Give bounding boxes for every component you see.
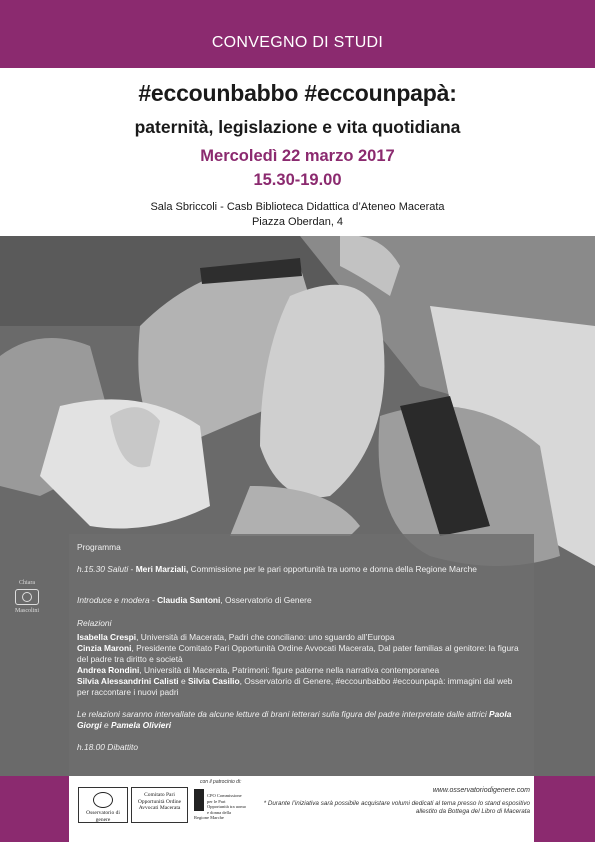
saluti-label: Saluti [107,564,129,574]
relazione-text: , Università di Macerata, Padri che conciliano: uno sguardo all’Europa [136,632,395,642]
circle-logo-icon [93,792,113,808]
program-heading: Programma [77,542,121,552]
relazioni-heading [77,618,525,629]
main-title: #eccounbabbo #eccounpapà: [138,80,457,106]
relazione-speaker: Cinzia Maroni [77,643,132,653]
relazione-and: e [178,676,188,686]
venue-address: Piazza Oberdan, 4 [251,216,344,228]
subtitle: paternità, legislazione e vita quotidiana [134,117,461,137]
watermark-top: Chiara [19,580,35,586]
banner-title: CONVEGNO DI STUDI [211,34,384,51]
relazione-text: , Osservatorio di Genere, #eccounbabbo #eccounpapà: immagini dal web per raccontare i nuovi padri [77,676,513,697]
program-dibattito [77,742,525,753]
relazione-item [77,632,525,643]
saluti-speaker: Meri Marziali, [135,564,189,574]
camera-icon [15,589,39,605]
program-introduce: Introduce e modera - Claudia Santoni, Osservatorio di Genere [77,595,312,605]
introduce-speaker: Claudia Santoni [157,595,221,605]
introduce-role: , Osservatorio di Genere [220,595,312,605]
relazione-speaker: Andrea Rondini [77,665,140,675]
relazione-speaker: Isabella Crespi [77,632,137,642]
event-date: Mercoledì 22 marzo 2017 [200,147,395,165]
relazione-text: , Università di Macerata, Patrimoni: figure paterne nella narrativa contemporanea [139,665,440,675]
relazione-text: , Presidente Comitato Pari Opportunità Ordine Avvocati Macerata, Dal pater familias al genitore: la figura del padre tra diritto e società [77,643,519,664]
logo-cpo-text: Comitato Pari Opportunità Ordine Avvocati Macerata [137,792,182,811]
letture-and: e [101,720,111,730]
logo-regione-text: CPO Commissione per le Pari Opportunità tra uomo e donna della Regione Marche [194,793,246,820]
relazione-speaker: Silvia Casilio [187,676,240,686]
letture-actress: Pamela Olivieri [110,720,172,730]
saluti-time: h.15.30 [77,564,105,574]
logo-regione [194,787,246,821]
letture-note [77,709,525,731]
patronage-label: con il patrocinio di: [200,779,242,785]
logo-cpo-avvocati [131,787,188,823]
relazione-item [77,643,525,665]
website-link[interactable]: www.osservatoriodigenere.com [432,787,530,794]
top-banner [0,0,595,68]
regione-flag-icon [194,789,204,811]
program-saluti: h.15.30 Saluti - Meri Marziali, Commissione per le pari opportunità tra uomo e donna della Regione Marche [77,564,477,574]
logo-osservatorio [78,787,128,823]
photographer-watermark [8,580,46,614]
letture-text: Le relazioni saranno intervallate da alcune letture di brani letterari sulla figura del padre interpretate dalle attrici [77,709,487,719]
relazione-item [77,676,525,698]
watermark-bottom: Mascolini [15,608,39,614]
logo-osservatorio-text: Osservatorio di genere [86,810,120,823]
relazione-speaker: Silvia Alessandrini Calisti [77,676,179,686]
saluti-role: Commissione per le pari opportunità tra uomo e donna della Regione Marche [190,564,477,574]
introduce-label: Introduce e modera [77,595,150,605]
dibattito-time: h.18.00 [77,742,105,752]
dibattito-label: Dibattito [107,742,139,752]
venue-name: Sala Sbriccoli - Casb Biblioteca Didattica d’Ateneo Macerata [150,201,445,213]
event-time: 15.30-19.00 [253,171,342,189]
footer-note: * Durante l’iniziativa sarà possibile acquistare volumi dedicati al tema presso lo stand espositivo allestito da Bottega del Libro di Macerata [263,800,530,815]
relazioni-label: Relazioni [77,618,112,628]
letture-actress: Paola Giorgi [77,709,512,730]
relazione-item [77,665,525,676]
